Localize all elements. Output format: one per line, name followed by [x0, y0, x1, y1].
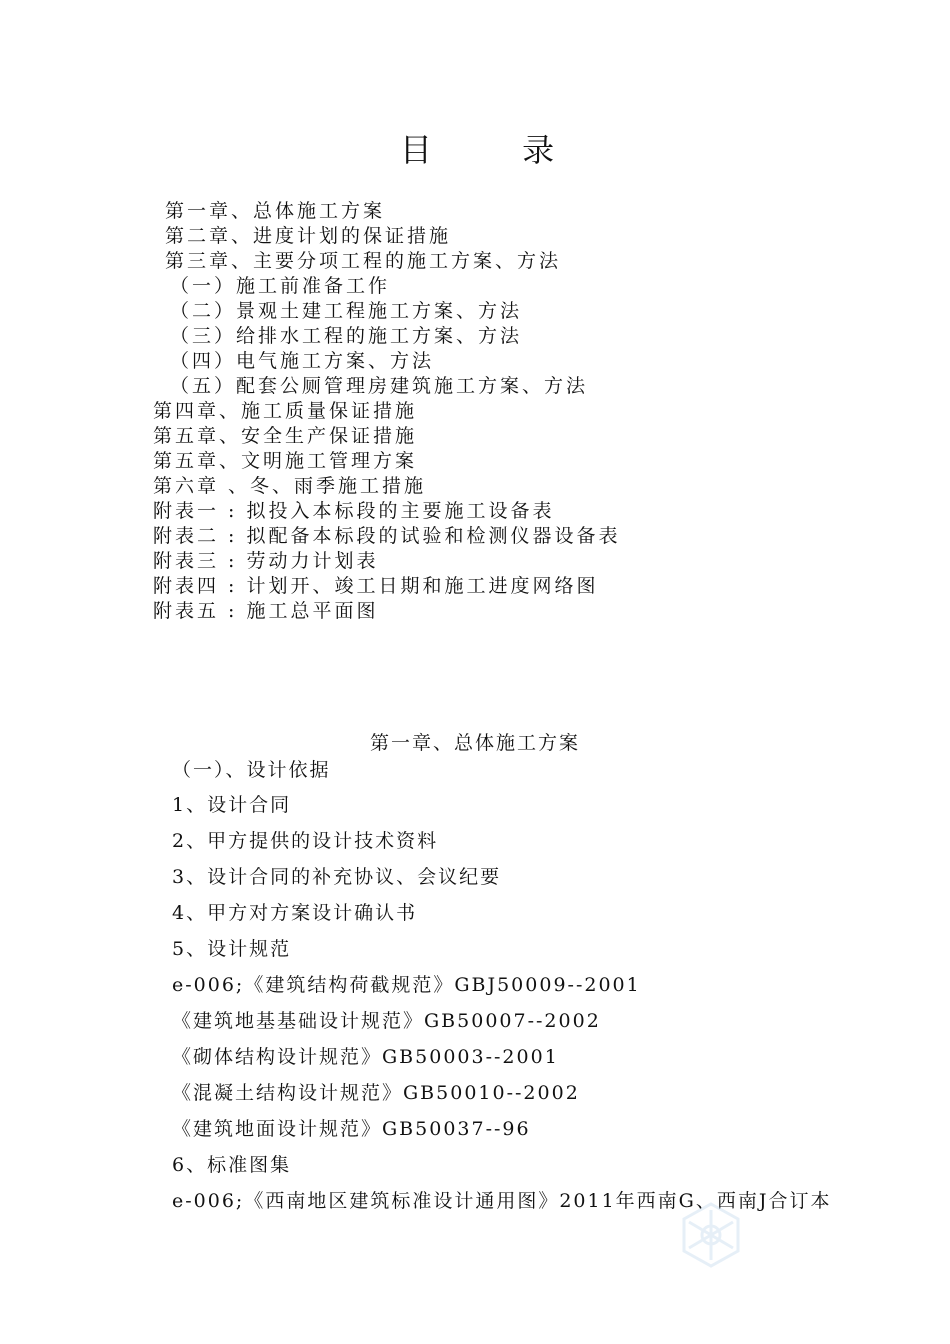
toc-item: 第五章、安全生产保证措施: [153, 425, 418, 447]
body-line: 1、设计合同: [172, 794, 292, 816]
toc-item: （二）景观土建工程施工方案、方法: [170, 300, 523, 322]
body-line: e-006;《建筑结构荷截规范》GBJ50009--2001: [172, 974, 641, 996]
body-line: 4、甲方对方案设计确认书: [172, 902, 418, 924]
toc-item: （四）电气施工方案、方法: [170, 350, 435, 372]
toc-item: 第六章 、冬、雨季施工措施: [153, 475, 427, 497]
toc-item: （五）配套公厕管理房建筑施工方案、方法: [170, 375, 589, 397]
toc-item: 附表五 : 施工总平面图: [153, 600, 379, 622]
toc-item: 附表二 : 拟配备本标段的试验和检测仪器设备表: [153, 525, 621, 547]
body-line: 《砌体结构设计规范》GB50003--2001: [172, 1046, 559, 1068]
toc-item: 附表三 : 劳动力计划表: [153, 550, 379, 572]
toc-item: 附表一 : 拟投入本标段的主要施工设备表: [153, 500, 555, 522]
body-line: 5、设计规范: [172, 938, 292, 960]
toc-item: 第五章、文明施工管理方案: [153, 450, 418, 472]
body-line: 《建筑地基基础设计规范》GB50007--2002: [172, 1010, 601, 1032]
body-line: 6、标准图集: [172, 1154, 292, 1176]
body-line: 《建筑地面设计规范》GB50037--96: [172, 1118, 531, 1140]
watermark-snowflake-icon: [676, 1200, 746, 1270]
toc-item: 第二章、进度计划的保证措施: [165, 225, 452, 247]
toc-item: （三）给排水工程的施工方案、方法: [170, 325, 523, 347]
chapter-title: 第一章、总体施工方案: [369, 732, 580, 754]
body-line: 3、设计合同的补充协议、会议纪要: [172, 866, 502, 888]
toc-item: 附表四 : 计划开、竣工日期和施工进度网络图: [153, 575, 599, 597]
section-heading: （一）、设计依据: [172, 759, 331, 781]
toc-item: （一）施工前准备工作: [170, 275, 391, 297]
toc-title: 目 录: [399, 131, 595, 169]
body-line: e-006;《西南地区建筑标准设计通用图》2011年西南G、西南J合订本: [172, 1190, 832, 1212]
toc-item: 第三章、主要分项工程的施工方案、方法: [165, 250, 562, 272]
toc-item: 第一章、总体施工方案: [165, 200, 386, 222]
toc-item: 第四章、施工质量保证措施: [153, 400, 418, 422]
body-line: 2、甲方提供的设计技术资料: [172, 830, 439, 852]
body-line: 《混凝土结构设计规范》GB50010--2002: [172, 1082, 580, 1104]
